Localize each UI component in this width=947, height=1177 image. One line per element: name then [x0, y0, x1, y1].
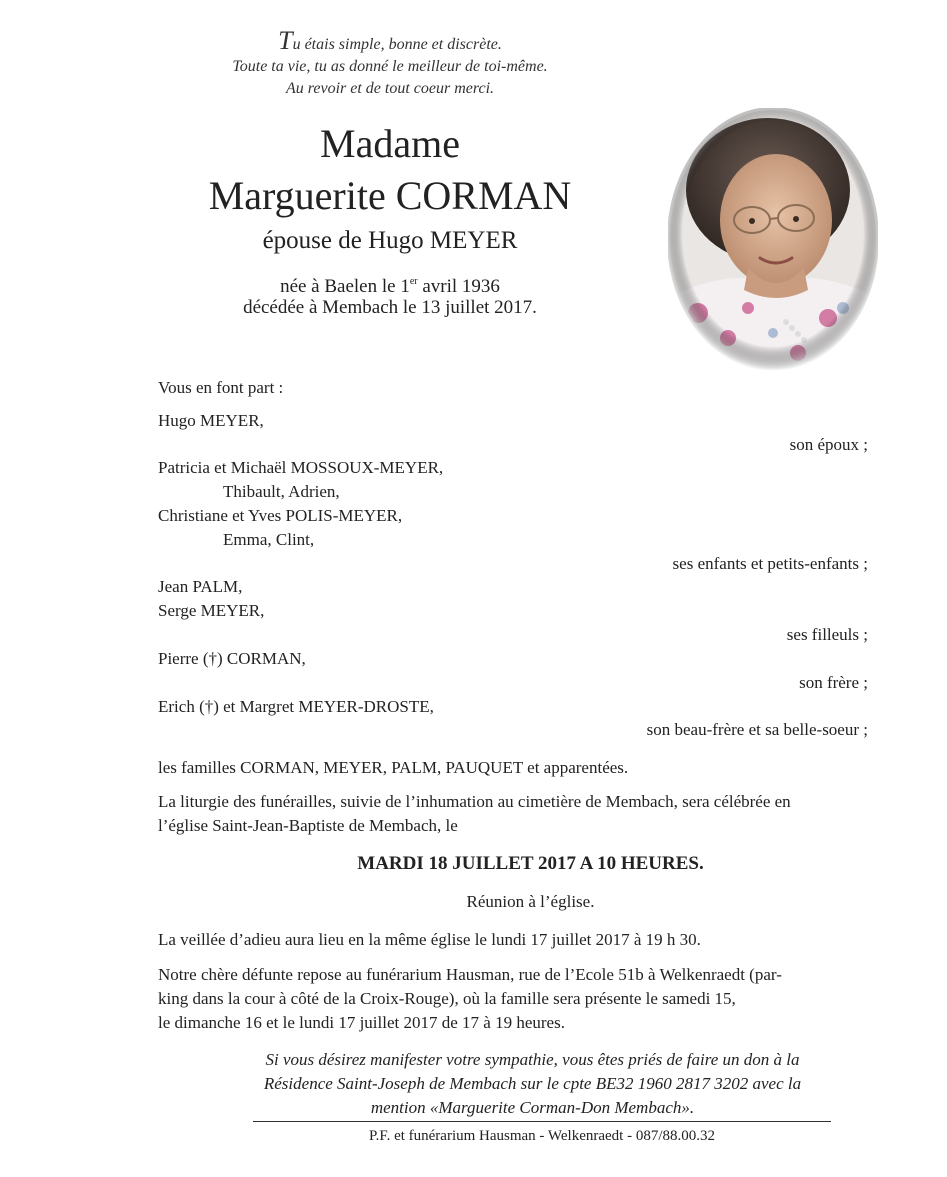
- liturgy-line-1: La liturgie des funérailles, suivie de l’inhumation au cimetière de Membach, sera célébrée en: [158, 792, 791, 811]
- vigil-line: La veillée d’adieu aura lieu en la même église le lundi 17 juillet 2017 à 19 h 30.: [158, 930, 701, 949]
- birth-line: [150, 270, 630, 299]
- rest-line-2: king dans la cour à côté de la Croix-Rouge), où la famille sera présente le samedi 15,: [158, 989, 736, 1008]
- liturgy-line-2: l’église Saint-Jean-Baptiste de Membach, le: [158, 816, 458, 835]
- poem-line-1-text: u étais simple, bonne et discrète.: [292, 36, 502, 53]
- relation-2: ses enfants et petits-enfants ;: [672, 554, 868, 573]
- rest-line-3: le dimanche 16 et le lundi 17 juillet 2017 de 17 à 19 heures.: [158, 1013, 565, 1032]
- family-line-1: Hugo MEYER,: [158, 411, 264, 430]
- relation-3: ses filleuls ;: [786, 625, 868, 644]
- spouse-line: épouse de Hugo MEYER: [262, 227, 518, 254]
- poem-line-1: [180, 26, 600, 56]
- family-line-2-children: Thibault, Adrien,: [223, 482, 340, 501]
- family-line-3: Christiane et Yves POLIS-MEYER,: [158, 506, 403, 525]
- donation-line-3: mention «Marguerite Corman-Don Membach».: [370, 1098, 695, 1117]
- families-line: les familles CORMAN, MEYER, PALM, PAUQUET et apparentées.: [158, 758, 629, 777]
- relation-4: son frère ;: [799, 673, 868, 692]
- family-line-2: Patricia et Michaël MOSSOUX-MEYER,: [158, 458, 444, 477]
- footer-divider: [253, 1121, 831, 1122]
- funeral-home-footer: P.F. et funérarium Hausman - Welkenraedt - 087/88.00.32: [369, 1128, 715, 1144]
- honorific: Madame: [320, 121, 460, 166]
- poem-line-3: Au revoir et de tout coeur merci.: [285, 80, 495, 97]
- poem-line-2: Toute ta vie, tu as donné le meilleur de toi-même.: [232, 58, 548, 75]
- rest-line-1: Notre chère défunte repose au funérarium Hausman, rue de l’Ecole 51b à Welkenraedt (par-: [158, 965, 782, 984]
- family-line-5: Serge MEYER,: [158, 601, 265, 620]
- service-date: MARDI 18 JUILLET 2017 A 10 HEURES.: [357, 853, 704, 874]
- family-line-4: Jean PALM,: [158, 577, 243, 596]
- portrait-photo: [668, 108, 878, 370]
- death-line: décédée à Membach le 13 juillet 2017.: [243, 297, 537, 318]
- intro-text: Vous en font part :: [158, 378, 284, 397]
- relation-1: son époux ;: [789, 435, 868, 454]
- relation-5: son beau-frère et sa belle-soeur ;: [646, 720, 868, 739]
- family-line-6: Pierre (†) CORMAN,: [158, 649, 306, 668]
- birth-suffix: avril 1936: [417, 276, 500, 297]
- birth-prefix: née à Baelen le 1: [280, 276, 410, 297]
- birth-ordinal: er: [409, 276, 418, 287]
- family-line-7: Erich (†) et Margret MEYER-DROSTE,: [158, 697, 434, 716]
- opening-poem: [180, 26, 600, 100]
- donation-line-2: Résidence Saint-Joseph de Membach sur le cpte BE32 1960 2817 3202 avec la: [263, 1074, 802, 1093]
- poem-dropcap: T: [278, 26, 293, 55]
- deceased-name: Marguerite CORMAN: [208, 173, 572, 218]
- family-line-3-children: Emma, Clint,: [223, 530, 315, 549]
- meeting-note: Réunion à l’église.: [466, 892, 595, 911]
- donation-note: [200, 1048, 865, 1120]
- donation-line-1: Si vous désirez manifester votre sympathie, vous êtes priés de faire un don à la: [265, 1050, 800, 1069]
